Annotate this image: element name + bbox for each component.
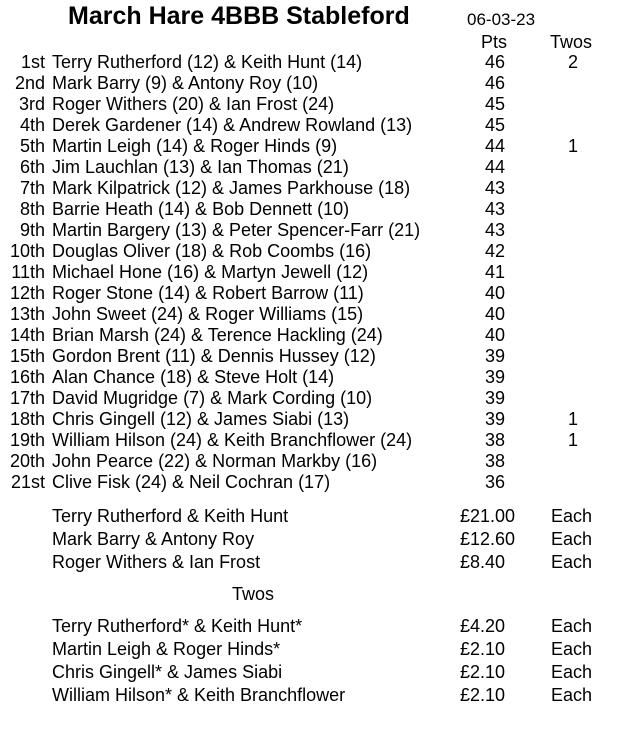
pair-names: Gordon Brent (11) & Dennis Hussey (12) (52, 346, 376, 366)
points: 40 (485, 283, 506, 303)
prize-each-label: Each (551, 529, 593, 549)
pair-names: Derek Gardener (14) & Andrew Rowland (13) (52, 115, 413, 135)
points: 39 (485, 388, 506, 408)
points: 38 (485, 430, 506, 450)
table-row (0, 430, 618, 451)
twos-prize-row (0, 615, 618, 638)
table-row (0, 73, 618, 94)
pair-names: Martin Bargery (13) & Peter Spencer-Farr (21) (52, 220, 421, 240)
position: 9th (19, 220, 45, 240)
points: 46 (485, 73, 506, 93)
points: 38 (485, 451, 506, 471)
table-row (0, 451, 618, 472)
points: 43 (485, 199, 506, 219)
table-row (0, 367, 618, 388)
twos-count: 1 (568, 430, 579, 450)
twos-each-label: Each (551, 639, 593, 659)
table-row (0, 241, 618, 262)
points-column-header: Pts (481, 32, 508, 52)
points: 39 (485, 367, 506, 387)
position: 10th (9, 241, 45, 261)
position: 3rd (18, 94, 45, 114)
points: 42 (485, 241, 506, 261)
pair-names: Mark Barry (9) & Antony Roy (10) (52, 73, 319, 93)
prize-winners: Roger Withers & Ian Frost (52, 552, 261, 572)
table-row (0, 304, 618, 325)
twos-prize-list (0, 615, 618, 707)
points: 43 (485, 178, 506, 198)
prize-row (0, 505, 618, 528)
position: 14th (9, 325, 45, 345)
twos-amount: £2.10 (460, 639, 506, 659)
points: 39 (485, 409, 506, 429)
twos-prize-row (0, 684, 618, 707)
twos-section-heading: Twos (232, 584, 275, 604)
points: 43 (485, 220, 506, 240)
competition-date: 06-03-23 (467, 10, 536, 29)
table-row (0, 472, 618, 493)
prize-amount: £21.00 (460, 506, 516, 526)
twos-amount: £4.20 (460, 616, 506, 636)
twos-each-label: Each (551, 616, 593, 636)
pair-names: Chris Gingell (12) & James Siabi (13) (52, 409, 350, 429)
points: 36 (485, 472, 506, 492)
prize-winners: Mark Barry & Antony Roy (52, 529, 255, 549)
position: 18th (9, 409, 45, 429)
position: 6th (19, 157, 45, 177)
position: 4th (19, 115, 45, 135)
prize-winners: Terry Rutherford & Keith Hunt (52, 506, 289, 526)
twos-winners: William Hilson* & Keith Branchflower (52, 685, 346, 705)
pair-names: Douglas Oliver (18) & Rob Coombs (16) (52, 241, 372, 261)
table-row (0, 283, 618, 304)
prize-list (0, 505, 618, 574)
pair-names: Jim Lauchlan (13) & Ian Thomas (21) (52, 157, 349, 177)
pair-names: Clive Fisk (24) & Neil Cochran (17) (52, 472, 331, 492)
pair-names: Barrie Heath (14) & Bob Dennett (10) (52, 199, 350, 219)
pair-names: Roger Stone (14) & Robert Barrow (11) (52, 283, 364, 303)
table-row (0, 115, 618, 136)
prize-each-label: Each (551, 552, 593, 572)
position: 12th (9, 283, 45, 303)
pair-names: Mark Kilpatrick (12) & James Parkhouse (18) (52, 178, 411, 198)
position: 21st (10, 472, 45, 492)
position: 8th (19, 199, 45, 219)
twos-prize-row (0, 661, 618, 684)
prize-row (0, 551, 618, 574)
points: 39 (485, 346, 506, 366)
pair-names: David Mugridge (7) & Mark Cording (10) (52, 388, 373, 408)
position: 1st (20, 52, 45, 72)
table-row (0, 52, 618, 73)
position: 19th (9, 430, 45, 450)
twos-amount: £2.10 (460, 685, 506, 705)
twos-prize-row (0, 638, 618, 661)
pair-names: William Hilson (24) & Keith Branchflower (24) (52, 430, 413, 450)
twos-column-header: Twos (550, 32, 593, 52)
position: 15th (9, 346, 45, 366)
page-title: March Hare 4BBB Stableford (68, 2, 410, 30)
twos-count: 1 (568, 136, 579, 156)
points: 44 (485, 136, 506, 156)
table-row (0, 388, 618, 409)
position: 2nd (14, 73, 45, 93)
twos-winners: Martin Leigh & Roger Hinds* (52, 639, 281, 659)
twos-amount: £2.10 (460, 662, 506, 682)
points: 45 (485, 115, 506, 135)
position: 20th (9, 451, 45, 471)
results-table (0, 52, 618, 493)
position: 5th (19, 136, 45, 156)
pair-names: John Pearce (22) & Norman Markby (16) (52, 451, 378, 471)
twos-each-label: Each (551, 685, 593, 705)
pair-names: Brian Marsh (24) & Terence Hackling (24) (52, 325, 383, 345)
table-row (0, 262, 618, 283)
points: 44 (485, 157, 506, 177)
table-row (0, 199, 618, 220)
position: 11th (11, 262, 45, 282)
twos-winners: Terry Rutherford* & Keith Hunt* (52, 616, 303, 636)
twos-count: 2 (568, 52, 579, 72)
table-row (0, 94, 618, 115)
position: 13th (9, 304, 45, 324)
pair-names: Terry Rutherford (12) & Keith Hunt (14) (52, 52, 363, 72)
prize-amount: £8.40 (460, 552, 506, 572)
table-row (0, 325, 618, 346)
table-row (0, 136, 618, 157)
pair-names: Michael Hone (16) & Martyn Jewell (12) (52, 262, 369, 282)
position: 16th (9, 367, 45, 387)
twos-winners: Chris Gingell* & James Siabi (52, 662, 283, 682)
points: 41 (485, 262, 506, 282)
prize-amount: £12.60 (460, 529, 516, 549)
table-row (0, 346, 618, 367)
position: 7th (19, 178, 45, 198)
table-row (0, 409, 618, 430)
points: 46 (485, 52, 506, 72)
table-row (0, 178, 618, 199)
points: 45 (485, 94, 506, 114)
pair-names: Alan Chance (18) & Steve Holt (14) (52, 367, 335, 387)
pair-names: Martin Leigh (14) & Roger Hinds (9) (52, 136, 338, 156)
prize-row (0, 528, 618, 551)
twos-each-label: Each (551, 662, 593, 682)
pair-names: John Sweet (24) & Roger Williams (15) (52, 304, 364, 324)
points: 40 (485, 325, 506, 345)
position: 17th (9, 388, 45, 408)
twos-count: 1 (568, 409, 579, 429)
table-row (0, 157, 618, 178)
points: 40 (485, 304, 506, 324)
prize-each-label: Each (551, 506, 593, 526)
pair-names: Roger Withers (20) & Ian Frost (24) (52, 94, 335, 114)
table-row (0, 220, 618, 241)
